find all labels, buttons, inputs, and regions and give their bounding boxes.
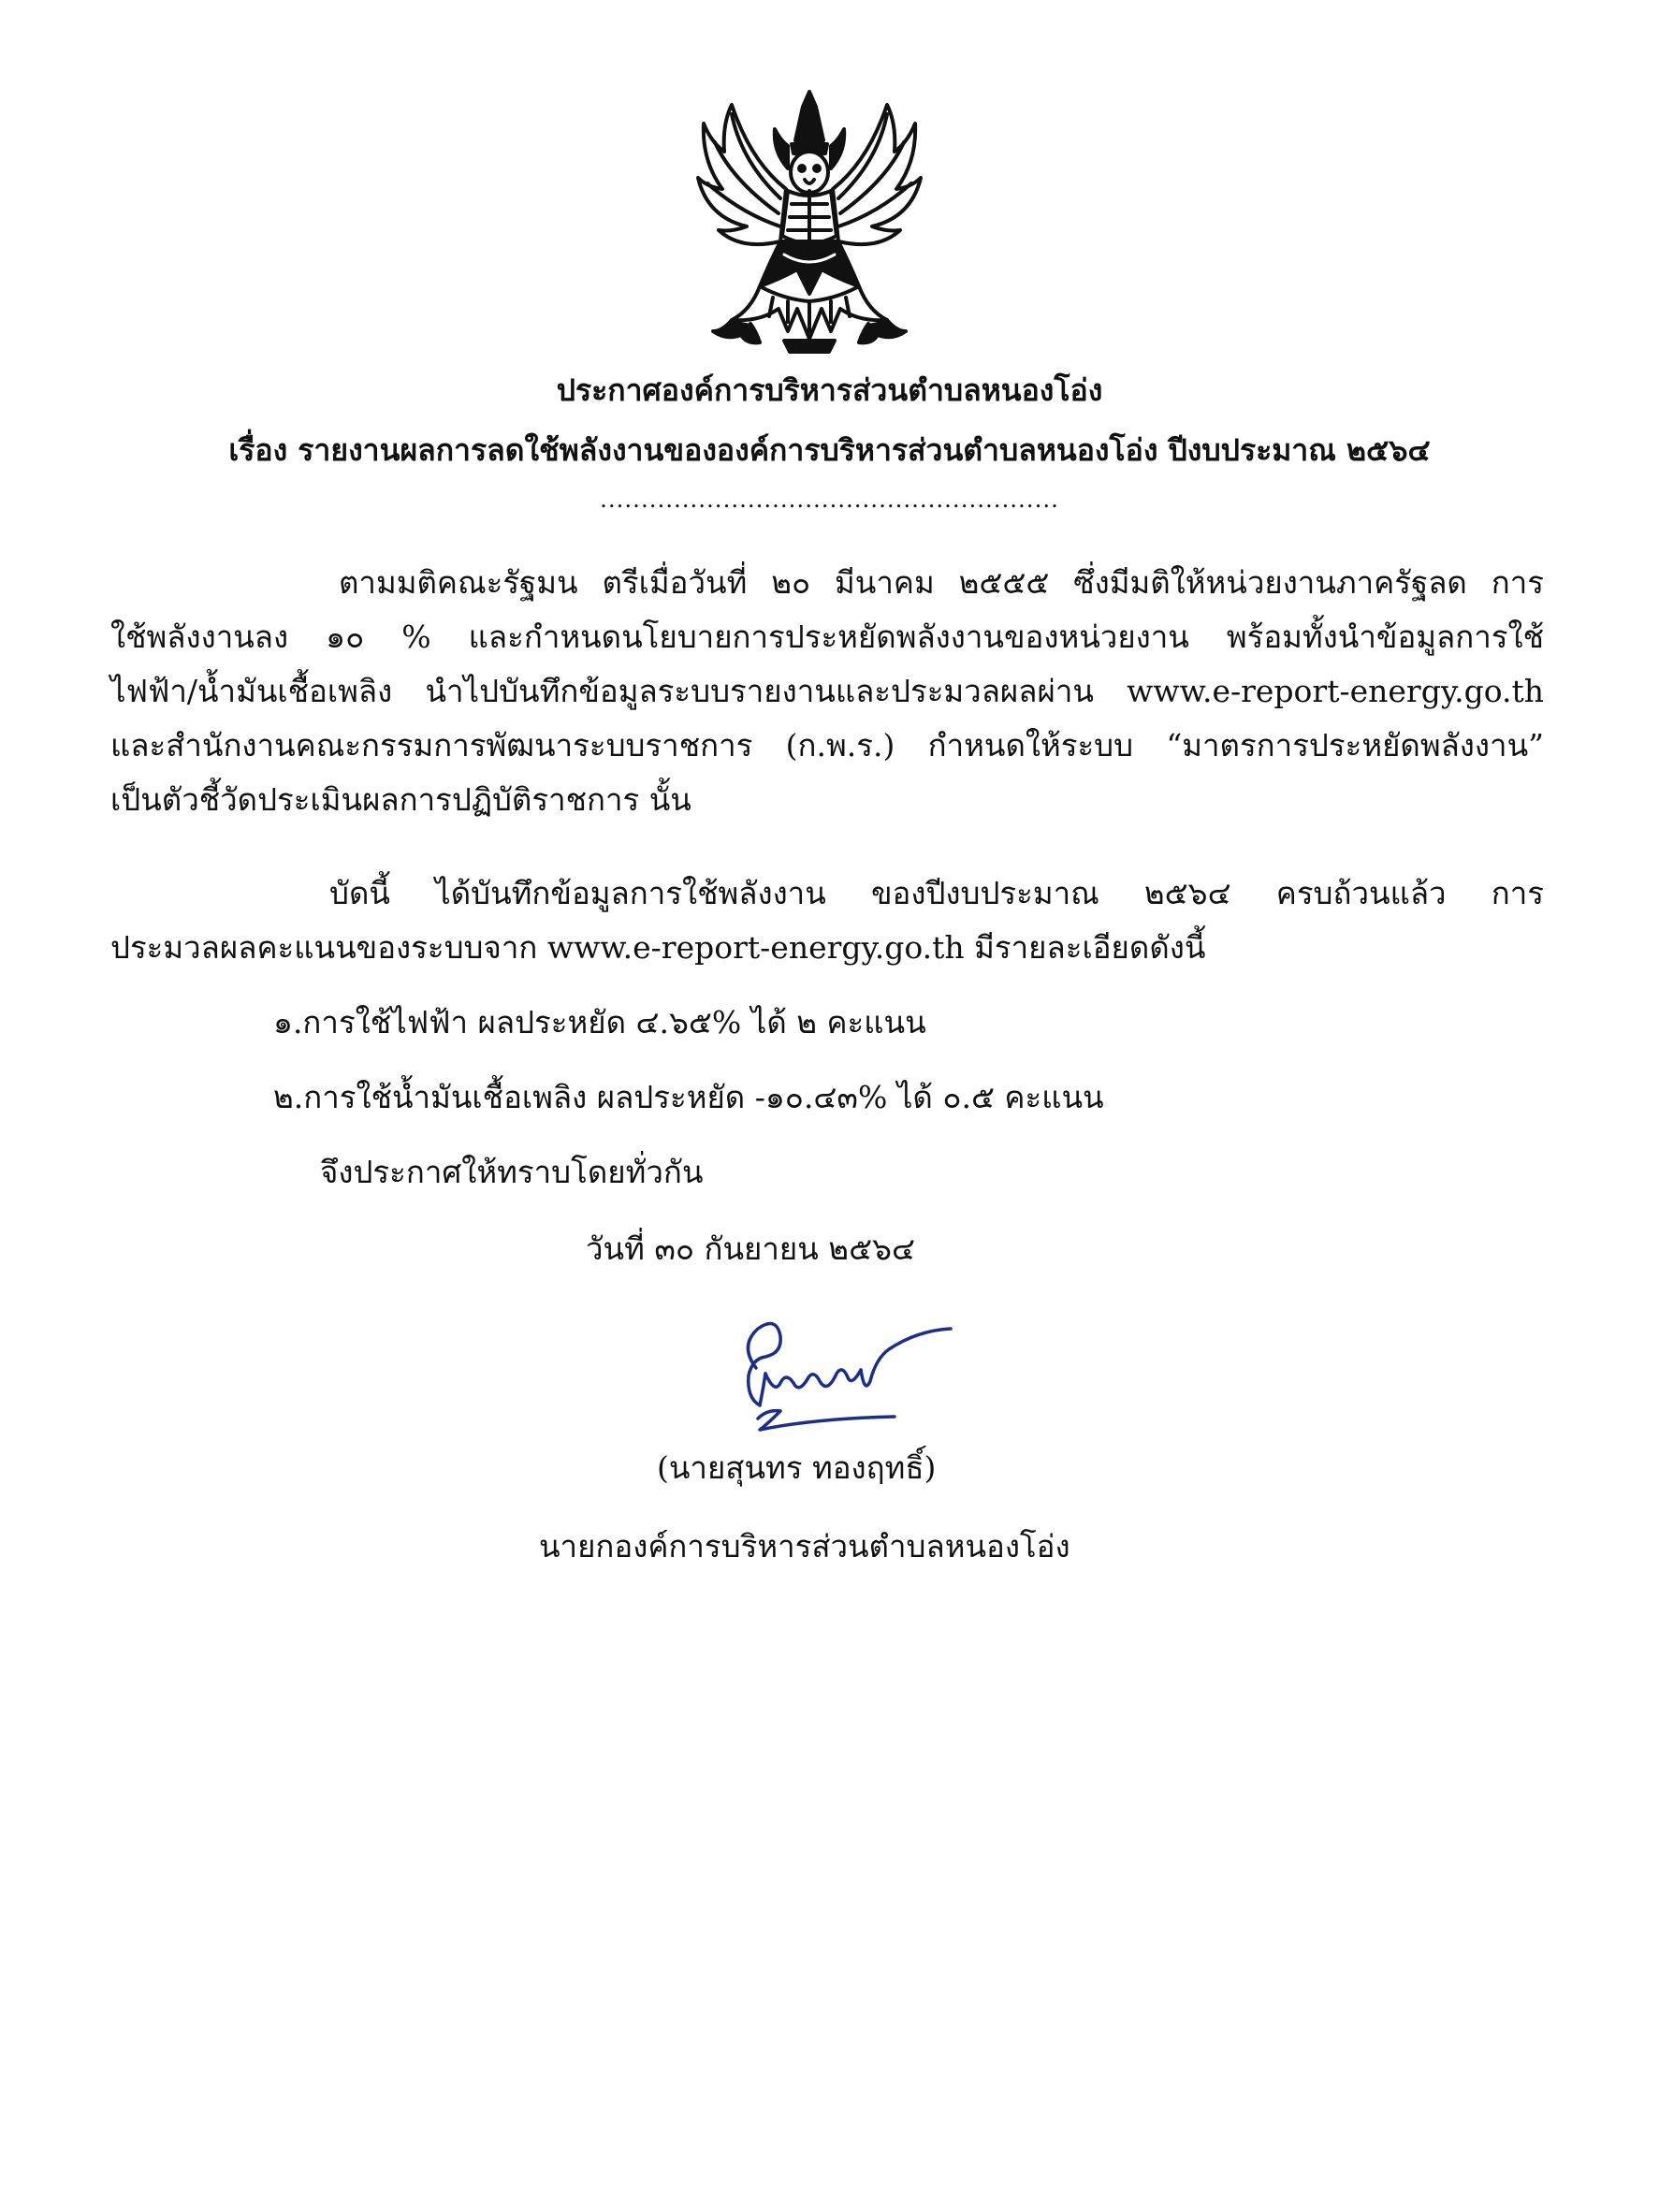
paragraph2-line-2: ประมวลผลคะแนนของระบบจาก www.e-report-energy.go.th มีรายละเอียดดังนี้ (110, 929, 1206, 966)
signer-position: นายกองค์การบริหารส่วนตำบลหนองโอ่ง (539, 1528, 1070, 1564)
document-title: ประกาศองค์การบริหารส่วนตำบลหนองโอ่ง (556, 372, 1103, 408)
document-subject: เรื่อง รายงานผลการลดใช้พลังงานขององค์การบริหารส่วนตำบลหนองโอ่ง ปีงบประมาณ ๒๕๖๔ (228, 432, 1431, 468)
garuda-emblem-icon (694, 86, 924, 357)
paragraph1-line-1: ตามมติคณะรัฐมน ตรีเมื่อวันที่ ๒๐ มีนาคม ๒๕๕๕ ซึ่งมีมติให้หน่วยงานภาครัฐลด การ (339, 564, 1544, 601)
paragraph1-line-3: ไฟฟ้า/น้ำมันเชื้อเพลิง นำไปบันทึกข้อมูลระบบรายงานและประมวลผลผ่าน www.e-report-energy.go.th (110, 673, 1544, 709)
paragraph1-line-4: และสำนักงานคณะกรรมการพัฒนาระบบราชการ (ก.พ.ร.) กำหนดให้ระบบ “มาตรการประหยัดพลังงาน” (110, 727, 1544, 764)
closing-text: จึงประกาศให้ทราบโดยทั่วกัน (320, 1154, 704, 1190)
signer-name: (นายสุนทร ทองฤทธิ์) (657, 1449, 937, 1486)
paragraph2-line-1: บัดนี้ ได้บันทึกข้อมูลการใช้พลังงาน ของปีงบประมาณ ๒๕๖๔ ครบถ้วนแล้ว การ (329, 875, 1544, 911)
paragraph1-line-2: ใช้พลังงานลง ๑๐ % และกำหนดนโยบายการประหยัดพลังงานของหน่วยงาน พร้อมทั้งนำข้อมูลการใช้ (110, 618, 1544, 655)
announcement-date: วันที่ ๓๐ กันยายน ๒๕๖๔ (586, 1230, 915, 1267)
paragraph1-line-5: เป็นตัวชี้วัดประเมินผลการปฏิบัติราชการ นั้น (110, 781, 691, 818)
result-electricity: ๑.การใช้ไฟฟ้า ผลประหยัด ๔.๖๕% ได้ ๒ คะแนน (273, 1004, 926, 1041)
separator-dots: ........................................................ (600, 486, 1059, 513)
signature-icon (711, 1308, 964, 1435)
result-fuel: ๒.การใช้น้ำมันเชื้อเพลิง ผลประหยัด -๑๐.๔๓% ได้ ๐.๕ คะแนน (273, 1079, 1104, 1115)
